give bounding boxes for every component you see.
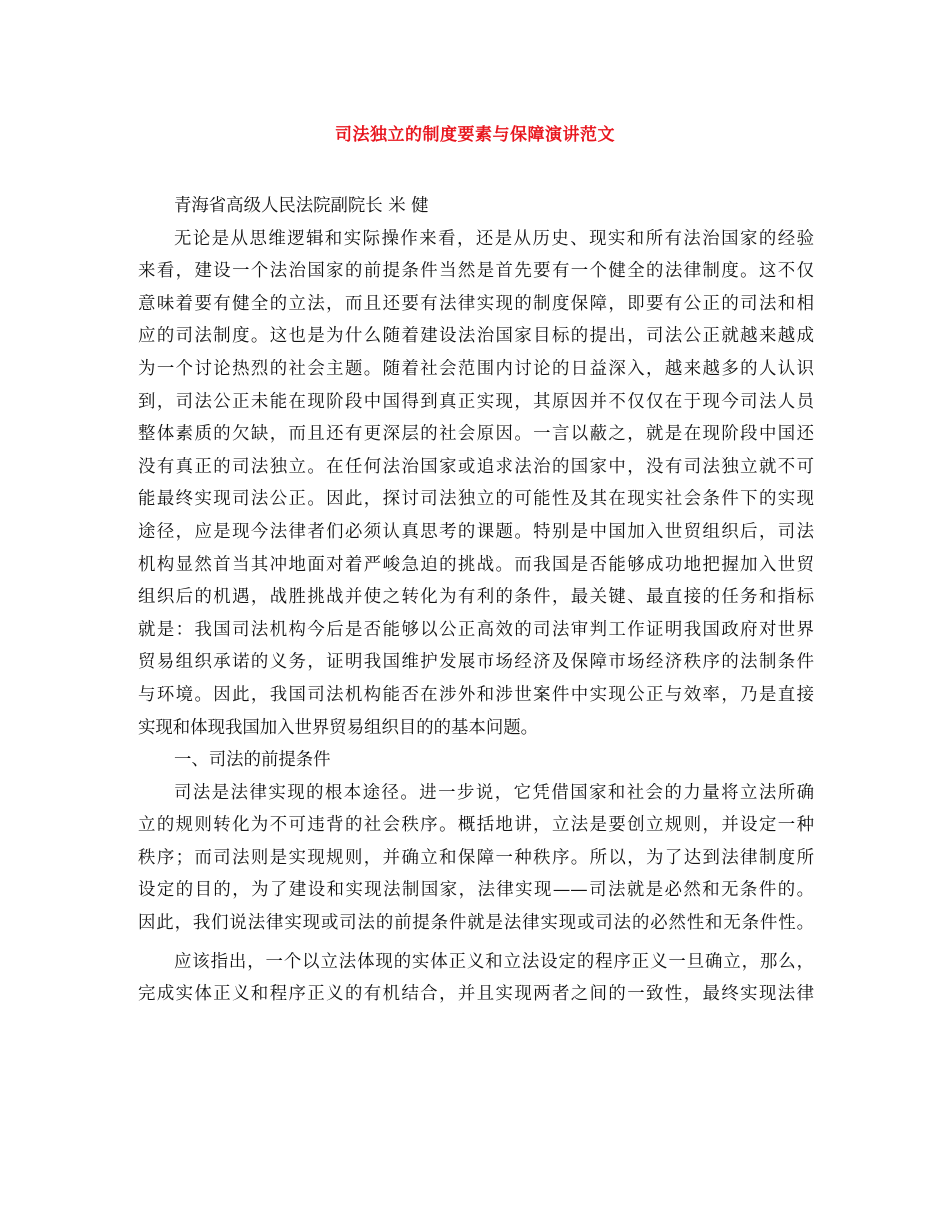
paragraph-line: 设定的目的，为了建设和实现法制国家，法律实现——司法就是必然和无条件的。 [138,880,814,901]
paragraph-line: 应的司法制度。这也是为什么随着建设法治国家目标的提出，司法公正就越来越成 [138,326,814,347]
paragraph-line: 应该指出，一个以立法体现的实体正义和立法设定的程序正义一旦确立，那么， [174,951,814,972]
paragraph-line: 实现和体现我国加入世界贸易组织目的的基本问题。 [138,717,538,738]
paragraph-line: 到，司法公正未能在现阶段中国得到真正实现，其原因并不仅仅在于现今司法人员 [138,391,814,412]
paragraph-line: 秩序；而司法则是实现规则，并确立和保障一种秩序。所以，为了达到法律制度所 [138,847,814,868]
paragraph-line: 意味着要有健全的立法，而且还要有法律实现的制度保障，即要有公正的司法和相 [138,293,814,314]
document-body [138,190,814,1011]
section-heading: 一、司法的前提条件 [174,750,331,771]
paragraph-3 [138,946,814,1011]
author-line: 青海省高级人民法院副院长 米 健 [174,196,429,216]
paragraph-2 [138,777,814,940]
paragraph-line: 司法是法律实现的根本途径。进一步说，它凭借国家和社会的力量将立法所确 [174,782,814,803]
paragraph-line: 机构显然首当其冲地面对着严峻急迫的挑战。而我国是否能够成功地把握加入世贸 [138,554,814,575]
paragraph-line: 与环境。因此，我国司法机构能否在涉外和涉世案件中实现公正与效率，乃是直接 [138,684,814,705]
paragraph-line: 因此，我们说法律实现或司法的前提条件就是法律实现或司法的必然性和无条件性。 [138,913,814,934]
paragraph-line: 就是：我国司法机构今后是否能够以公正高效的司法审判工作证明我国政府对世界 [138,619,814,640]
paragraph-line: 无论是从思维逻辑和实际操作来看，还是从历史、现实和所有法治国家的经验 [174,228,814,249]
paragraph-line: 来看，建设一个法治国家的前提条件当然是首先要有一个健全的法律制度。这不仅 [138,261,814,282]
paragraph-line: 组织后的机遇，战胜挑战并使之转化为有利的条件，最关键、最直接的任务和指标 [138,587,814,608]
paragraph-line: 能最终实现司法公正。因此，探讨司法独立的可能性及其在现实社会条件下的实现 [138,489,814,510]
paragraph-line: 途径，应是现今法律者们必须认真思考的课题。特别是中国加入世贸组织后，司法 [138,521,814,542]
paragraph-line: 为一个讨论热烈的社会主题。随着社会范围内讨论的日益深入，越来越多的人认识 [138,358,814,379]
paragraph-1 [138,223,814,745]
paragraph-line: 立的规则转化为不可违背的社会秩序。概括地讲，立法是要创立规则，并设定一种 [138,815,814,836]
paragraph-line: 完成实体正义和程序正义的有机结合，并且实现两者之间的一致性，最终实现法律 [138,984,814,1005]
paragraph-line: 贸易组织承诺的义务，证明我国维护发展市场经济及保障市场经济秩序的法制条件 [138,652,814,673]
paragraph-line: 整体素质的欠缺，而且还有更深层的社会原因。一言以蔽之，就是在现阶段中国还 [138,424,814,445]
paragraph-line: 没有真正的司法独立。在任何法治国家或追求法治的国家中，没有司法独立就不可 [138,456,814,477]
document-title: 司法独立的制度要素与保障演讲范文 [335,125,615,145]
